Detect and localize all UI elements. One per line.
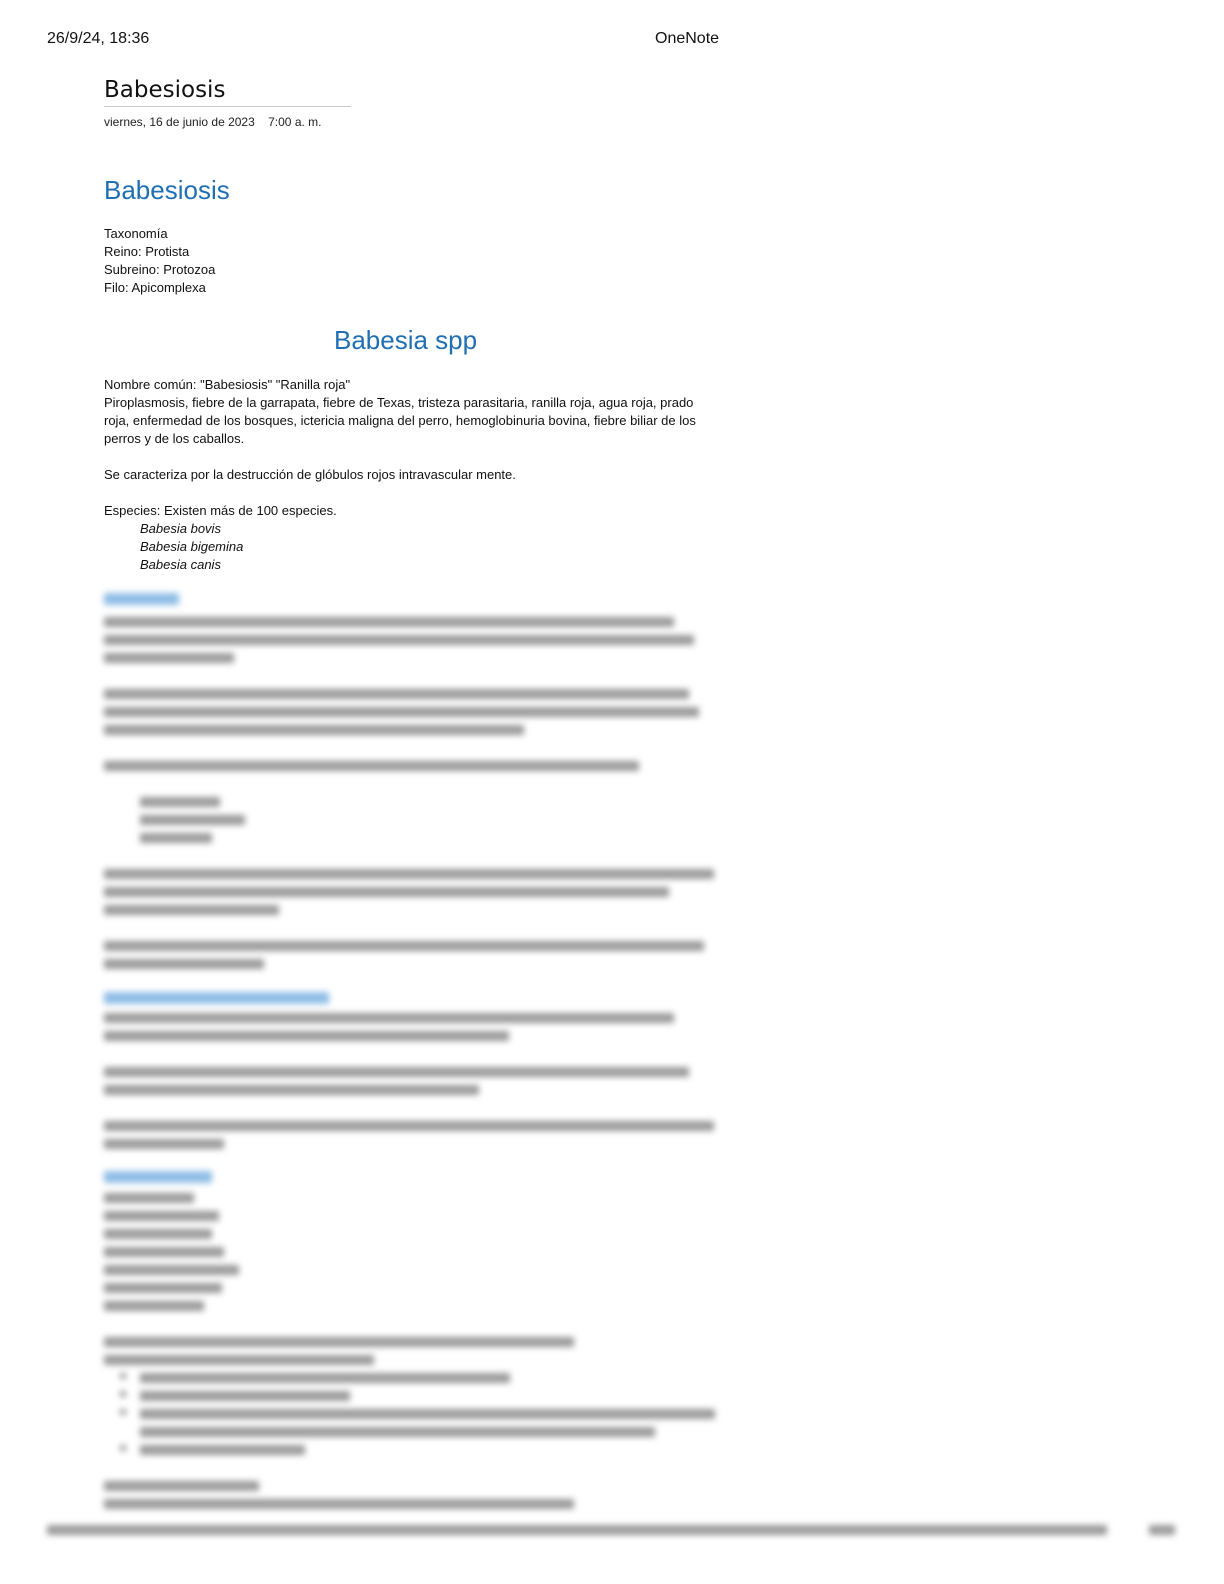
description-block [104, 376, 719, 574]
species-item: Babesia bigemina [140, 539, 244, 554]
onenote-page [104, 75, 724, 572]
print-datetime: 26/9/24, 18:36 [47, 30, 150, 47]
print-app-name: OneNote [655, 30, 720, 47]
genus-heading: Babesia spp [334, 325, 478, 355]
print-footer [47, 1522, 1177, 1541]
species-intro: Especies: Existen más de 100 especies. [104, 503, 337, 518]
page-meta [104, 115, 724, 129]
taxonomy-phylum: Filo: Apicomplexa [104, 280, 206, 295]
species-item: Babesia canis [140, 557, 221, 572]
species-item: Babesia bovis [140, 521, 221, 536]
taxonomy-kingdom: Reino: Protista [104, 244, 190, 259]
page-title[interactable]: Babesiosis [104, 75, 351, 107]
page-time: 7:00 a. m. [268, 115, 322, 129]
synonyms: Piroplasmosis, fiebre de la garrapata, fiebre de Texas, tristeza parasitaria, ranilla roja, agua roja, prado roja, enfermedad de los bosques, ictericia maligna del perro, hemoglobinuria bovina, fiebre biliar de los perros y de los caballos. [104, 395, 696, 446]
main-heading: Babesiosis [104, 175, 230, 205]
taxonomy-title: Taxonomía [104, 226, 168, 241]
blurred-content [104, 593, 719, 1518]
common-name: Nombre común: "Babesiosis" "Ranilla roja" [104, 377, 351, 392]
page-date: viernes, 16 de junio de 2023 [104, 115, 255, 129]
print-header [47, 30, 1177, 50]
blurred-footer-url [47, 1522, 1177, 1538]
taxonomy-block [104, 225, 719, 297]
taxonomy-subkingdom: Subreino: Protozoa [104, 262, 216, 277]
characteristic: Se caracteriza por la destrucción de glóbulos rojos intravascular mente. [104, 467, 516, 482]
blurred-text-placeholder [104, 593, 719, 1513]
